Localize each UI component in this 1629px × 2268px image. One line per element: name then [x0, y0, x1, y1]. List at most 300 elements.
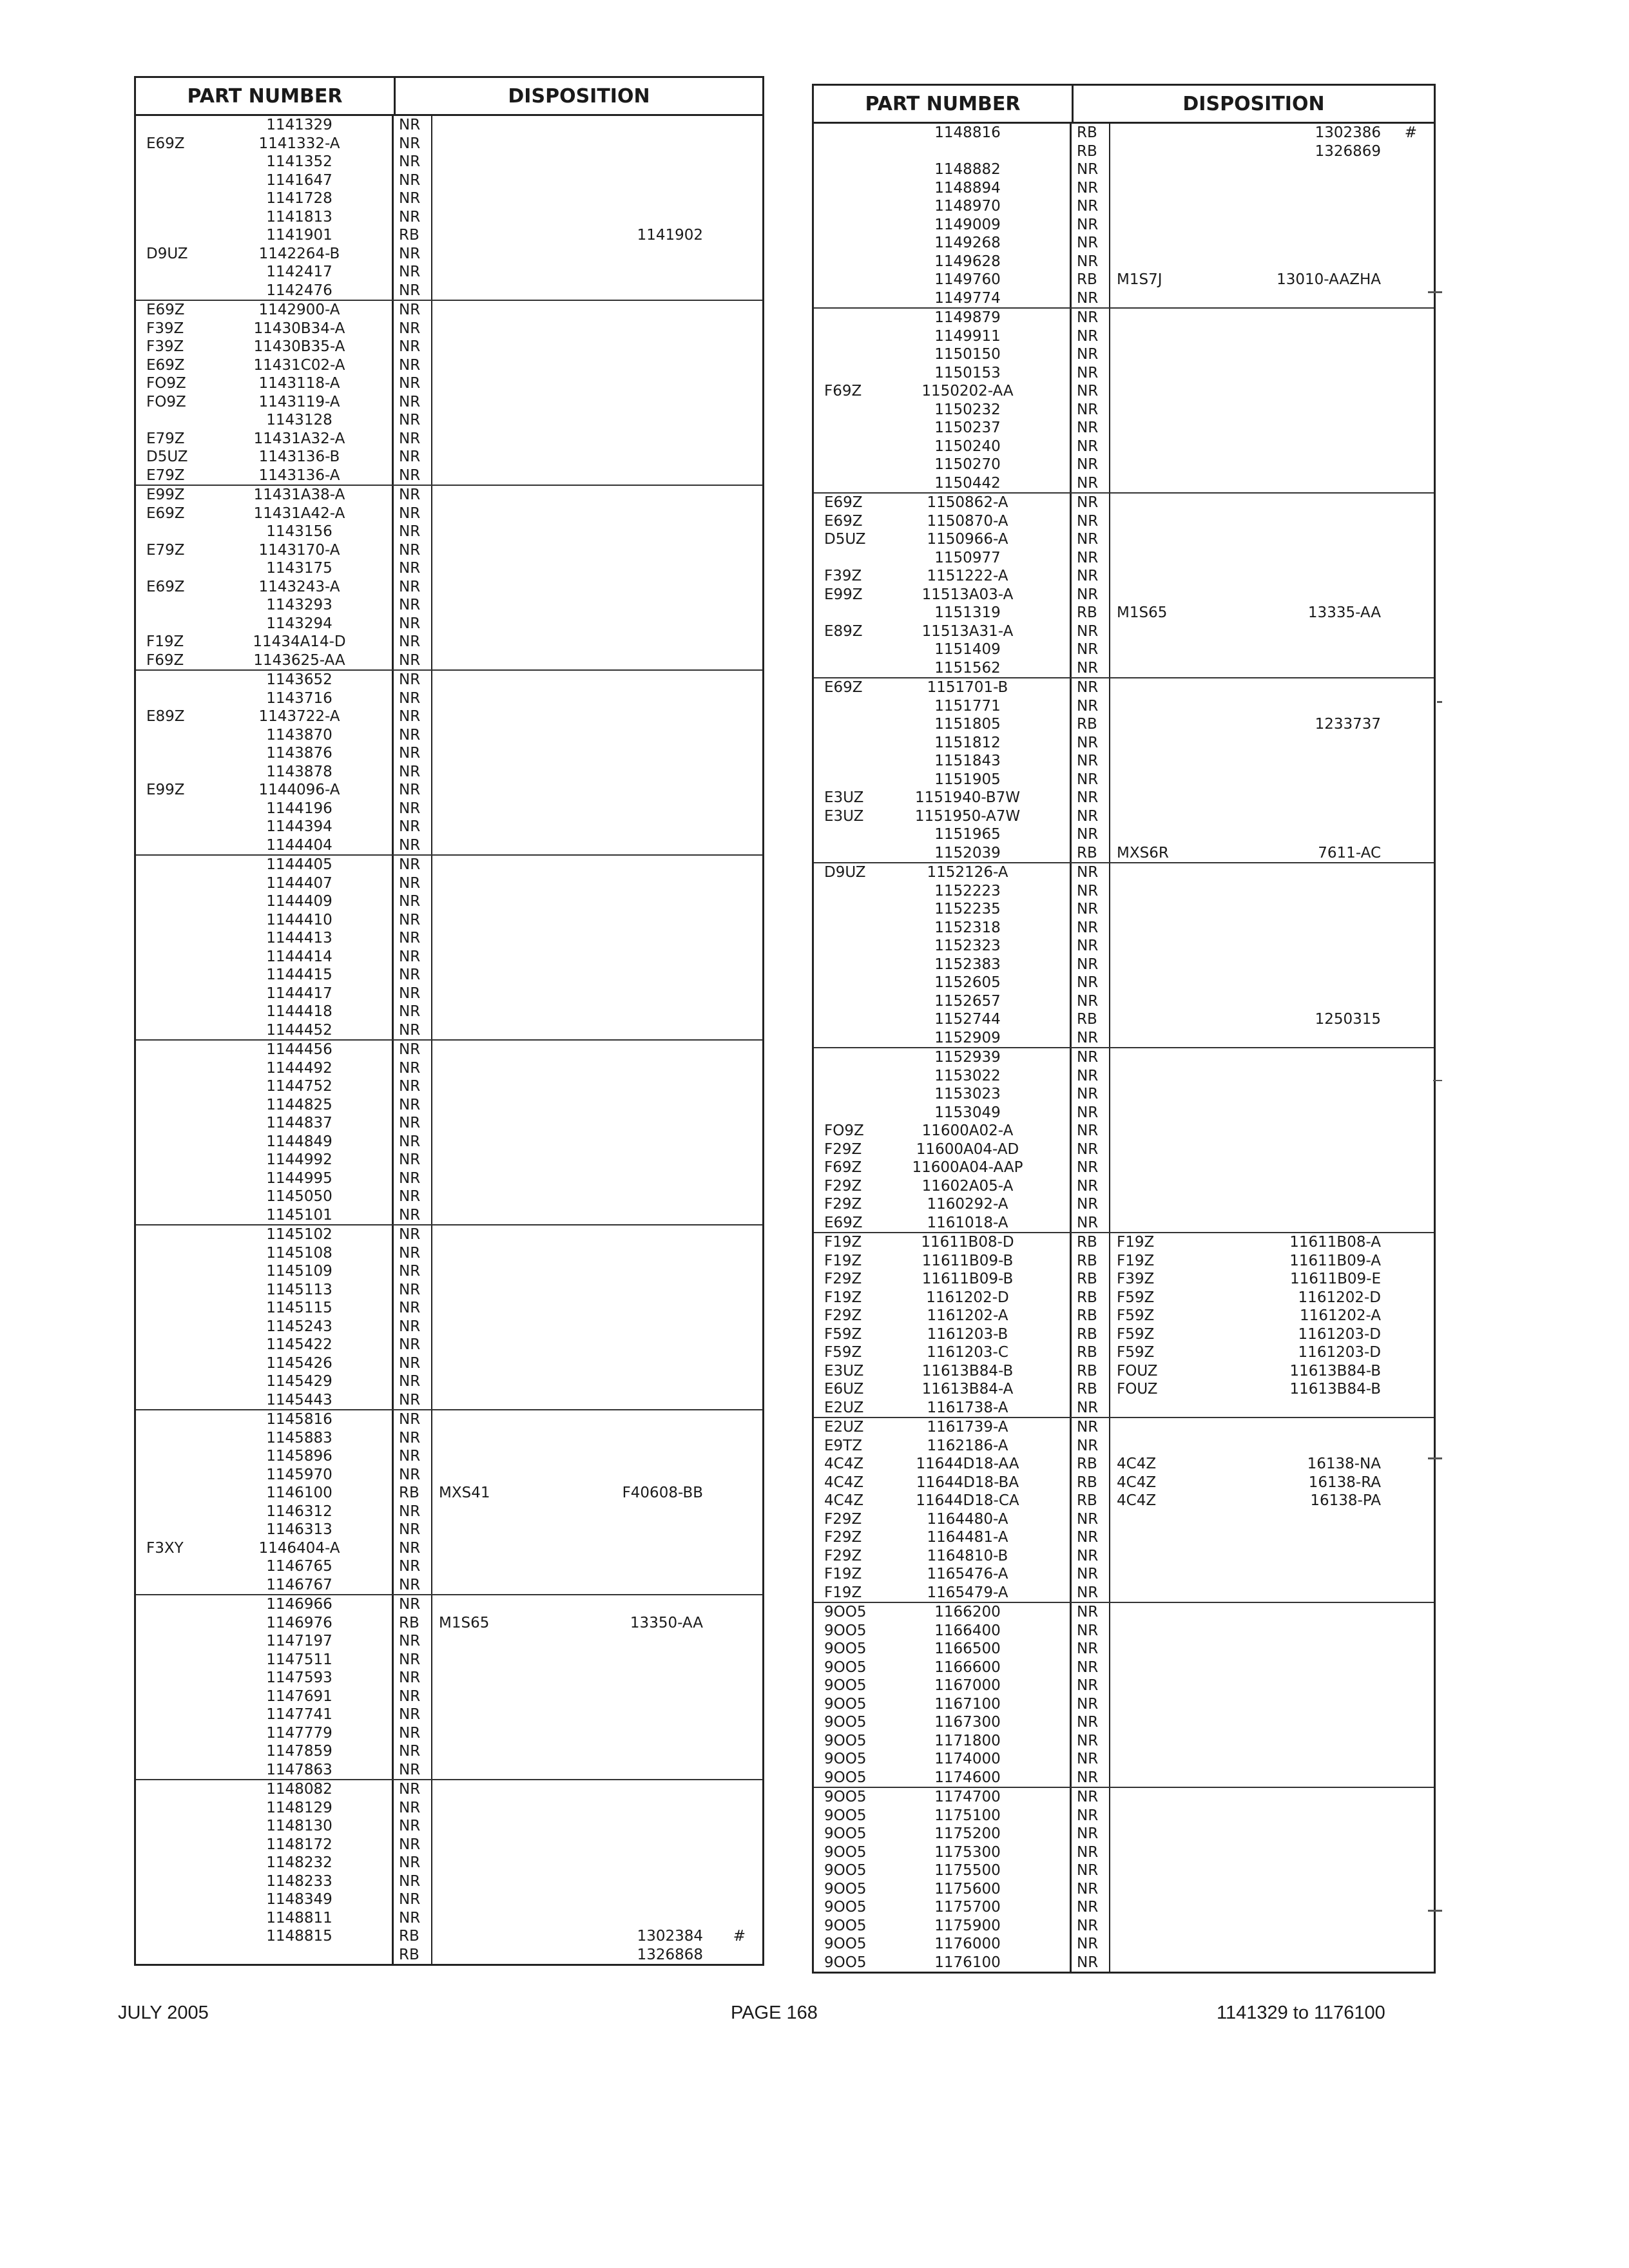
part-number: 1143716 [207, 689, 394, 708]
replacement-part [542, 1410, 703, 1429]
disposition-code: NR [394, 1429, 432, 1448]
part-number: 1144413 [207, 929, 394, 948]
part-prefix [814, 549, 865, 568]
part-prefix [136, 1614, 207, 1633]
part-number: 1144410 [207, 911, 394, 930]
part-prefix [136, 1927, 207, 1946]
disposition-code: NR [394, 1372, 432, 1391]
disposition-code: NR [394, 1114, 432, 1133]
disposition-mark [703, 948, 762, 966]
replacement-part [1220, 789, 1381, 807]
part-prefix: F29Z [824, 1547, 862, 1564]
table-row [814, 1399, 1434, 1418]
disposition-mark [1381, 437, 1434, 456]
disposition-code: NR [394, 1077, 432, 1096]
table-row [814, 327, 1434, 346]
part-prefix: E3UZ [824, 807, 864, 825]
disposition-code: NR [394, 1151, 432, 1169]
replacement-prefix [1110, 567, 1220, 586]
disposition-code: NR [1072, 309, 1110, 327]
disposition-code: NR [394, 1169, 432, 1188]
disposition-mark [703, 911, 762, 930]
disposition-code: NR [394, 1521, 432, 1539]
replacement-prefix [432, 1041, 542, 1059]
replacement-part [542, 929, 703, 948]
part-prefix: 9OO5 [824, 1751, 867, 1767]
disposition-mark [1381, 1252, 1434, 1271]
replacement-prefix [432, 1262, 542, 1281]
replacement-prefix [1110, 1677, 1220, 1695]
replacement-part [1220, 456, 1381, 474]
part-prefix: 9OO5 [824, 1954, 867, 1971]
disposition-mark [703, 1187, 762, 1206]
part-number: 1144405 [207, 856, 394, 874]
table-row [136, 1410, 762, 1429]
part-prefix: 9OO5 [824, 1936, 867, 1952]
part-number: 1161203-C [865, 1343, 1072, 1362]
replacement-part [542, 1706, 703, 1724]
replacement-part: 1302386 [1315, 124, 1381, 141]
replacement-prefix [1110, 419, 1220, 437]
disposition-mark [1381, 1880, 1434, 1899]
disposition-mark [1381, 401, 1434, 419]
replacement-part [542, 1503, 703, 1521]
table-row [136, 189, 762, 208]
disposition-code: NR [1072, 549, 1110, 568]
disposition-code: NR [1072, 1067, 1110, 1086]
replacement-prefix [432, 116, 542, 135]
part-number: 1141329 [207, 116, 394, 135]
right-table-body [814, 124, 1434, 1972]
replacement-prefix [1110, 234, 1220, 253]
replacement-part [542, 541, 703, 560]
disposition-code: NR [1072, 364, 1110, 383]
disposition-code: NR [1072, 512, 1110, 531]
replacement-prefix [1110, 1658, 1220, 1677]
replacement-part [542, 1466, 703, 1485]
replacement-part [542, 189, 703, 208]
disposition-mark [1381, 1732, 1434, 1751]
replacement-part [1220, 659, 1381, 678]
part-prefix [136, 1318, 207, 1336]
disposition-code: RB [1072, 844, 1110, 863]
disposition-mark [1381, 1528, 1434, 1547]
row-group [136, 856, 762, 1041]
table-row [814, 1029, 1434, 1048]
replacement-part [542, 338, 703, 356]
replacement-prefix [432, 1354, 542, 1373]
table-row [136, 1595, 762, 1614]
part-prefix [814, 992, 865, 1011]
disposition-code: NR [1072, 1510, 1110, 1529]
table-row [814, 919, 1434, 937]
disposition-code: NR [1072, 1547, 1110, 1566]
disposition-mark [703, 781, 762, 800]
part-number: 1148349 [207, 1890, 394, 1909]
part-prefix [136, 671, 207, 689]
disposition-mark [703, 1799, 762, 1818]
disposition-code: NR [394, 559, 432, 578]
replacement-part [542, 578, 703, 597]
table-row [814, 253, 1434, 271]
replacement-prefix [432, 153, 542, 171]
part-prefix [136, 1169, 207, 1188]
disposition-code: NR [394, 966, 432, 985]
replacement-part [542, 726, 703, 745]
part-number: 1145101 [207, 1206, 394, 1225]
replacement-part [1220, 1954, 1381, 1972]
disposition-code: NR [394, 1041, 432, 1059]
replacement-part [542, 892, 703, 911]
part-prefix [136, 1372, 207, 1391]
table-row [814, 234, 1434, 253]
table-row [136, 1872, 762, 1891]
disposition-mark [703, 135, 762, 153]
disposition-mark [1381, 734, 1434, 753]
disposition-code: NR [394, 1244, 432, 1263]
disposition-mark [703, 744, 762, 763]
part-number: 1150202-AA [865, 382, 1072, 401]
disposition-code: NR [1072, 974, 1110, 992]
disposition-code: NR [394, 282, 432, 300]
part-number: 1151771 [865, 697, 1072, 716]
part-number: 11600A02-A [865, 1122, 1072, 1140]
table-row [814, 622, 1434, 641]
disposition-code: NR [394, 523, 432, 541]
replacement-part: 13335-AA [1307, 604, 1381, 621]
part-number: 1148882 [865, 160, 1072, 179]
part-prefix: F59Z [824, 1344, 862, 1361]
part-number: 1148172 [207, 1836, 394, 1854]
replacement-prefix [432, 1206, 542, 1225]
table-row [136, 1169, 762, 1188]
part-prefix [814, 289, 865, 308]
replacement-part: 11613B84-B [1289, 1381, 1381, 1398]
part-number: 1166200 [865, 1603, 1072, 1622]
replacement-prefix [1110, 1898, 1220, 1917]
part-prefix: E3UZ [824, 1362, 864, 1379]
table-row [814, 1252, 1434, 1271]
table-row [814, 956, 1434, 974]
disposition-code: NR [394, 1262, 432, 1281]
replacement-prefix [1110, 327, 1220, 346]
disposition-mark [1381, 1713, 1434, 1732]
replacement-prefix [432, 781, 542, 800]
table-row [136, 263, 762, 282]
table-row [814, 1713, 1434, 1732]
replacement-part [542, 1576, 703, 1595]
row-group [814, 1603, 1434, 1788]
table-row [814, 734, 1434, 753]
disposition-mark [1381, 622, 1434, 641]
disposition-header: DISPOSITION [1182, 92, 1325, 115]
replacement-part [542, 836, 703, 855]
part-number: 1161738-A [865, 1399, 1072, 1418]
replacement-prefix [432, 1169, 542, 1188]
part-number: 1145816 [207, 1410, 394, 1429]
replacement-prefix [1110, 160, 1220, 179]
part-prefix [136, 1429, 207, 1448]
disposition-mark [703, 116, 762, 135]
part-prefix [814, 1010, 865, 1029]
part-prefix: E79Z [146, 541, 185, 559]
disposition-mark [1381, 659, 1434, 678]
replacement-prefix [1110, 678, 1220, 697]
disposition-mark [703, 505, 762, 523]
replacement-part [1220, 863, 1381, 882]
table-row [814, 401, 1434, 419]
disposition-code: NR [394, 671, 432, 689]
part-prefix [136, 1206, 207, 1225]
disposition-code: NR [394, 874, 432, 893]
disposition-code: NR [1072, 1565, 1110, 1584]
part-number: 1152223 [865, 882, 1072, 901]
disposition-mark [703, 1484, 762, 1503]
replacement-part [1220, 882, 1381, 901]
replacement-prefix [432, 836, 542, 855]
disposition-mark [703, 245, 762, 264]
disposition-code: NR [1072, 622, 1110, 641]
part-number: 1151409 [865, 640, 1072, 659]
replacement-prefix [1110, 1640, 1220, 1658]
part-prefix [136, 208, 207, 227]
replacement-prefix: F19Z [1117, 1252, 1155, 1269]
table-row [814, 567, 1434, 586]
disposition-code: NR [394, 1021, 432, 1040]
part-number: 11602A05-A [865, 1177, 1072, 1196]
part-prefix [136, 726, 207, 745]
disposition-code: NR [1072, 1399, 1110, 1418]
table-row [814, 715, 1434, 734]
disposition-code: RB [1072, 142, 1110, 161]
disposition-code: NR [1072, 956, 1110, 974]
disposition-code: NR [1072, 474, 1110, 493]
disposition-mark [703, 486, 762, 505]
part-number: 1161202-A [865, 1307, 1072, 1325]
replacement-part [542, 374, 703, 393]
replacement-prefix [432, 1429, 542, 1448]
disposition-code: NR [1072, 345, 1110, 364]
part-number: 1146976 [207, 1614, 394, 1633]
part-number: 1161202-D [865, 1289, 1072, 1307]
disposition-code: NR [1072, 382, 1110, 401]
replacement-part [1220, 512, 1381, 531]
replacement-prefix: M1S7J [1117, 271, 1162, 288]
table-row [136, 818, 762, 836]
replacement-part [542, 966, 703, 985]
part-number: 1142900-A [207, 301, 394, 320]
part-prefix [136, 1836, 207, 1854]
part-prefix [136, 1706, 207, 1724]
part-prefix [814, 271, 865, 289]
replacement-prefix [1110, 474, 1220, 493]
part-prefix [136, 1484, 207, 1503]
replacement-prefix [1110, 807, 1220, 826]
disposition-code: NR [394, 1299, 432, 1318]
replacement-part [542, 1318, 703, 1336]
part-number: 1144452 [207, 1021, 394, 1040]
disposition-code: RB [1072, 1362, 1110, 1381]
part-prefix: F59Z [824, 1325, 862, 1343]
replacement-part [1220, 1140, 1381, 1159]
disposition-code: NR [394, 1724, 432, 1743]
part-number: 1152318 [865, 919, 1072, 937]
table-row [814, 512, 1434, 531]
table-row [136, 1539, 762, 1558]
table-row [136, 1576, 762, 1595]
replacement-part [542, 559, 703, 578]
part-number: 1142476 [207, 282, 394, 300]
disposition-code: NR [1072, 1584, 1110, 1602]
disposition-mark [703, 1206, 762, 1225]
replacement-part: 11611B09-E [1289, 1271, 1381, 1287]
replacement-part [542, 486, 703, 505]
part-number: 11613B84-A [865, 1380, 1072, 1399]
replacement-prefix [1110, 364, 1220, 383]
part-number: 1151843 [865, 752, 1072, 771]
replacement-prefix [432, 1281, 542, 1300]
part-prefix: F19Z [824, 1234, 862, 1251]
table-row [136, 226, 762, 245]
replacement-part: 11613B84-B [1289, 1362, 1381, 1379]
replacement-part [542, 1096, 703, 1115]
part-prefix: E79Z [146, 430, 185, 447]
table-row [814, 752, 1434, 771]
disposition-mark [1381, 678, 1434, 697]
disposition-code: NR [1072, 659, 1110, 678]
part-number: 1144409 [207, 892, 394, 911]
table-row [136, 1632, 762, 1651]
replacement-part [542, 1742, 703, 1761]
replacement-prefix [432, 1299, 542, 1318]
disposition-code: NR [394, 245, 432, 264]
part-prefix [814, 1029, 865, 1048]
replacement-prefix [432, 1927, 542, 1946]
part-number: 1145970 [207, 1466, 394, 1485]
part-number: 1149268 [865, 234, 1072, 253]
disposition-mark [1381, 494, 1434, 512]
part-prefix: 9OO5 [824, 1732, 867, 1749]
part-number: 1152235 [865, 900, 1072, 919]
disposition-code: NR [394, 1059, 432, 1078]
replacement-part [542, 245, 703, 264]
replacement-part [542, 301, 703, 320]
disposition-mark [1381, 1695, 1434, 1714]
disposition-code: RB [1072, 1233, 1110, 1252]
disposition-mark [703, 282, 762, 300]
table-row [814, 1732, 1434, 1751]
disposition-mark [1381, 1289, 1434, 1307]
replacement-prefix [1110, 1769, 1220, 1787]
part-number: 1147691 [207, 1687, 394, 1706]
disposition-code: NR [394, 1854, 432, 1872]
disposition-mark [703, 671, 762, 689]
disposition-mark [1381, 807, 1434, 826]
part-number: 1152909 [865, 1029, 1072, 1048]
disposition-mark [703, 153, 762, 171]
disposition-code: NR [1072, 1122, 1110, 1140]
part-prefix [814, 216, 865, 235]
replacement-prefix [432, 1687, 542, 1706]
replacement-prefix [1110, 586, 1220, 604]
part-number: 1147197 [207, 1632, 394, 1651]
part-prefix: 9OO5 [824, 1899, 867, 1916]
part-prefix [136, 1780, 207, 1799]
replacement-prefix [432, 486, 542, 505]
disposition-mark [703, 1354, 762, 1373]
replacement-part [1220, 622, 1381, 641]
part-prefix [136, 1909, 207, 1928]
disposition-mark [703, 1041, 762, 1059]
disposition-mark [1381, 1788, 1434, 1807]
replacement-part [1220, 1825, 1381, 1843]
disposition-code: NR [1072, 825, 1110, 844]
disposition-code: NR [1072, 919, 1110, 937]
replacement-part [542, 1225, 703, 1244]
disposition-mark [1381, 345, 1434, 364]
replacement-prefix [432, 282, 542, 300]
disposition-code: NR [1072, 327, 1110, 346]
replacement-prefix [1110, 1603, 1220, 1622]
part-number: 1153022 [865, 1067, 1072, 1086]
part-number: 1164480-A [865, 1510, 1072, 1529]
disposition-code: NR [394, 763, 432, 782]
replacement-prefix [432, 559, 542, 578]
disposition-code: NR [394, 301, 432, 320]
disposition-mark [703, 856, 762, 874]
replacement-prefix [432, 393, 542, 412]
disposition-code: NR [1072, 1418, 1110, 1437]
disposition-code: RB [1072, 1010, 1110, 1029]
part-prefix [136, 856, 207, 874]
disposition-mark [1381, 1380, 1434, 1399]
part-prefix: E2UZ [824, 1419, 864, 1436]
disposition-code: NR [394, 707, 432, 726]
row-group [814, 1233, 1434, 1418]
disposition-code: NR [394, 338, 432, 356]
part-number: 1143136-B [207, 448, 394, 466]
replacement-part [542, 1447, 703, 1466]
replacement-part [1220, 1399, 1381, 1418]
disposition-code: RB [1072, 1343, 1110, 1362]
disposition-mark [703, 1557, 762, 1576]
disposition-mark [703, 301, 762, 320]
replacement-prefix [1110, 1029, 1220, 1048]
replacement-part [542, 1780, 703, 1799]
replacement-prefix [1110, 697, 1220, 716]
disposition-code: NR [394, 541, 432, 560]
part-prefix: 9OO5 [824, 1843, 867, 1861]
disposition-code: NR [1072, 1917, 1110, 1936]
disposition-mark [703, 596, 762, 615]
replacement-prefix [432, 1651, 542, 1669]
replacement-part [542, 1817, 703, 1836]
part-number: 1144837 [207, 1114, 394, 1133]
replacement-prefix [432, 1225, 542, 1244]
replacement-prefix [432, 689, 542, 708]
replacement-prefix [432, 1096, 542, 1115]
disposition-code: NR [394, 1539, 432, 1558]
disposition-mark [1381, 567, 1434, 586]
table-row [136, 320, 762, 338]
part-prefix: F69Z [824, 1159, 862, 1176]
disposition-mark [1381, 160, 1434, 179]
replacement-part [1220, 1158, 1381, 1177]
table-row [136, 559, 762, 578]
replacement-prefix [1110, 456, 1220, 474]
disposition-code: NR [394, 466, 432, 485]
disposition-code: RB [1072, 604, 1110, 622]
